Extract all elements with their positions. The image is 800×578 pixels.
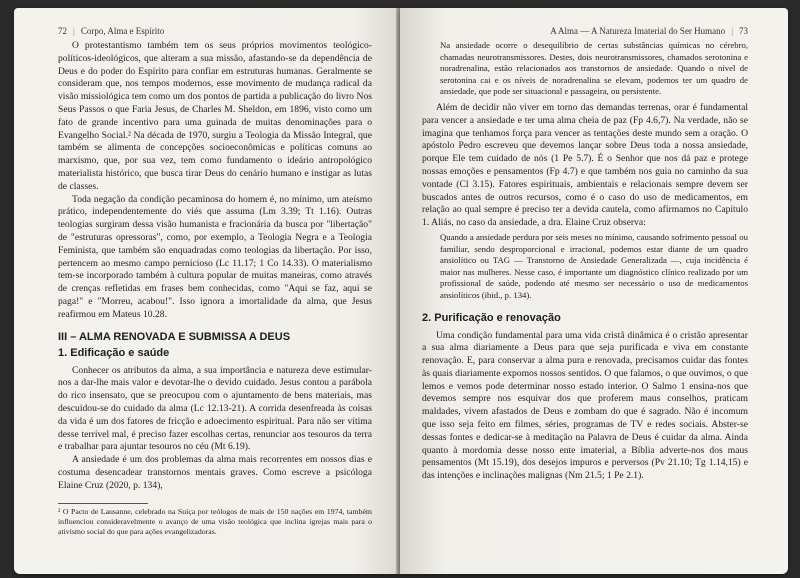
left-page: [14, 8, 398, 574]
paragraph: Além de decidir não viver em torno das demandas terrenas, orar é fundamental para vencer a ansiedade e ter uma alma cheia de paz (Fp 4.6,7). Na verdade, não se imagina que tenhamos força para vencer as tentações deste mundo sem a oração. O apóstolo Pedro escreveu que devemos lançar sobre Deus toda a nossa ansiedade, porque Ele tem cuidado de nós (1 Pe 5.7). É o Senhor que nos dá paz e protege nossas emoções e pensamentos (Fp 4.7) e que também nos guia no caminho da sua vontade (Cl 3.15). Fatores espirituais, ambientais e relacionais sempre devem ser buscados antes de outros recursos, como é o caso do uso de medicamentos, em relação ao qual sempre é preciso ter a devida cautela, como afirmamos no Capítulo 1. Aliás, no caso da ansiedade, a dra. Elaine Cruz observa:: [422, 101, 748, 229]
subheading: 1. Edificação e saúde: [58, 346, 170, 359]
paragraph: O protestantismo também tem os seus próprios movimentos teológico-políticos-ideológicos, que alteram a sua missão, afastando-se da dependência de Deus e do poder do Espírito para confiar em estruturas humanas. Geralmente se consideram que, nos tempos modernos, esse movimento de mudança radical da visão missiológica tem como um dos pontos de partida a publicação do livro Nos Seus Passos o que Faria Jesus, de Charles M. Sheldon, em 1896, visto como um fato de grande incentivo para uma guinada de muitas denominações para o Evangelho Social.² Na década de 1970, surgiu a Teologia da Missão Integral, que também se alimenta de concepções socioeconômicas e políticas comuns ao marxismo, que, por sua vez, tem como fundamento o ideário antropológico materialista histórico, que busca tirar Deus do cenário humano e instigar as lutas de classes.: [58, 40, 372, 192]
section-heading: III – ALMA RENOVADA E SUBMISSA A DEUS: [58, 330, 291, 343]
paragraph: A ansiedade é um dos problemas da alma mais recorrentes em nossos dias e costuma desencadear transtornos mentais graves. Como escreve a psicóloga Elaine Cruz (2020, p. 134),: [58, 454, 372, 491]
paragraph: Toda negação da condição pecaminosa do homem é, no mínimo, um ateísmo prático, independentemente do viés que assuma (Lm 3.39; Tt 1.16). Outras teologias surgiram dessa visão humanista e fracionária da busca por "libertação" de "estruturas opressoras", como, por exemplo, a Teologia Negra e a Teologia Feminista, que também são enquadradas como teologias da libertação. Por isso, pertencem ao mesmo campo pernicioso (Lc 11.17; 1 Co 14.33). O materialismo tem-se incorporado também à cultura popular de muitas maneiras, como através de crenças refletidas em frases bem conhecidas, como "Aqui se faz, aqui se paga!" e "Morreu, acabou!". Isso ignora a imortalidade da alma, que Jesus reafirmou em Mateus 10.28.: [58, 193, 372, 320]
right-running-title: A Alma — A Natureza Imaterial do Ser Humano: [550, 26, 726, 36]
block-quote: Quando a ansiedade perdura por seis meses no mínimo, causando sofrimento pessoal ou familiar, sendo desproporcional e irracional, podemos estar diante de um quadro ansiolítico ou TAG — Transtorno de Ansiedade Generalizada —, cuja incidência é maior nas mulheres. Nesse caso, é importante um diagnóstico clínico realizado por um profissional de saúde, podendo até mesmo ser necessário o uso de medicamentos ansiolíticos (ibid., p. 134).: [440, 231, 748, 300]
footnote-rule: [58, 503, 148, 504]
paragraph: Uma condição fundamental para uma vida cristã dinâmica é o cristão apresentar a sua alma diariamente a Deus para que seja purificada e viva em constante renovação. E, para conservar a alma pura e renovada, precisamos cuidar das fontes às quais diariamente expomos nossos sentidos. O que falamos, o que ouvimos, o que lemos e vemos pode determinar nosso estado interior. O Salmo 1 ensina-nos que devemos sempre nos esquivar dos que proferem maus conselhos, praticam maldades, vivem afastados de Deus e zombam do que é sagrado. Não é incomum que isso seja feito em filmes, séries, programas de TV e redes sociais. Abster-se dessas fontes e dedicar-se à meditação na Palavra de Deus é cuidar da alma. Ainda quanto à mordomia desse nosso ente imaterial, a Bíblia adverte-nos dos maus pensamentos (Mt 15.19), dos desejos impuros e perversos (Pv 21.10; Tg 1.14,15) e das intenções e inclinações malignas (Nm 21.5; 1 Pe 2.1).: [422, 329, 748, 482]
left-running-title: Corpo, Alma e Espírito: [80, 26, 165, 36]
right-page: [400, 8, 788, 574]
paragraph: Conhecer os atributos da alma, a sua importância e natureza deve estimular-nos a dar-lhe mais valor e devotar-lhe o devido cuidado. Jesus contou a parábola do rico insensato, que se preocupou com o ajuntamento de bens materiais, mas descuidou-se do cuidado da alma (Lc 12.13-21). A corrida desenfreada às coisas da vida é um dos fatores de fricção e adoecimento espiritual. Para não ser vítima desse terrível mal, é preciso fazer escolhas certas, renunciar aos tesouros da terra e trabalhar para ajuntar tesouros no céu (Mt 6.19).: [58, 364, 372, 453]
left-running-head: [58, 26, 372, 40]
right-page-number: 73: [739, 26, 748, 36]
head-separator: |: [73, 26, 75, 36]
left-page-number: 72: [58, 26, 67, 36]
right-running-head: [422, 26, 748, 40]
subheading: 2. Purificação e renovação: [422, 311, 561, 324]
footnote: ² O Pacto de Lausanne, celebrado na Suíça por teólogos de mais de 150 nações em 1974, também influenciou consideravelmente o avanço de uma visão teológica que inclina igrejas mais para o ativismo social do que para ações evangelizadoras.: [58, 506, 372, 536]
block-quote: Na ansiedade ocorre o desequilíbrio de certas substâncias químicas no cérebro, chamadas neurotransmissores. Destes, dois neurotransmissores, chamados serotonina e noradrenalina, estão relacionados aos transtornos de ansiedade. Quando o nível de serotonina cai e os níveis de noradrenalina se elevam, podemos ter um quadro de ansiedade, que pode ser situacional e passageira, ou persistente.: [440, 40, 748, 97]
head-separator: |: [731, 26, 733, 36]
